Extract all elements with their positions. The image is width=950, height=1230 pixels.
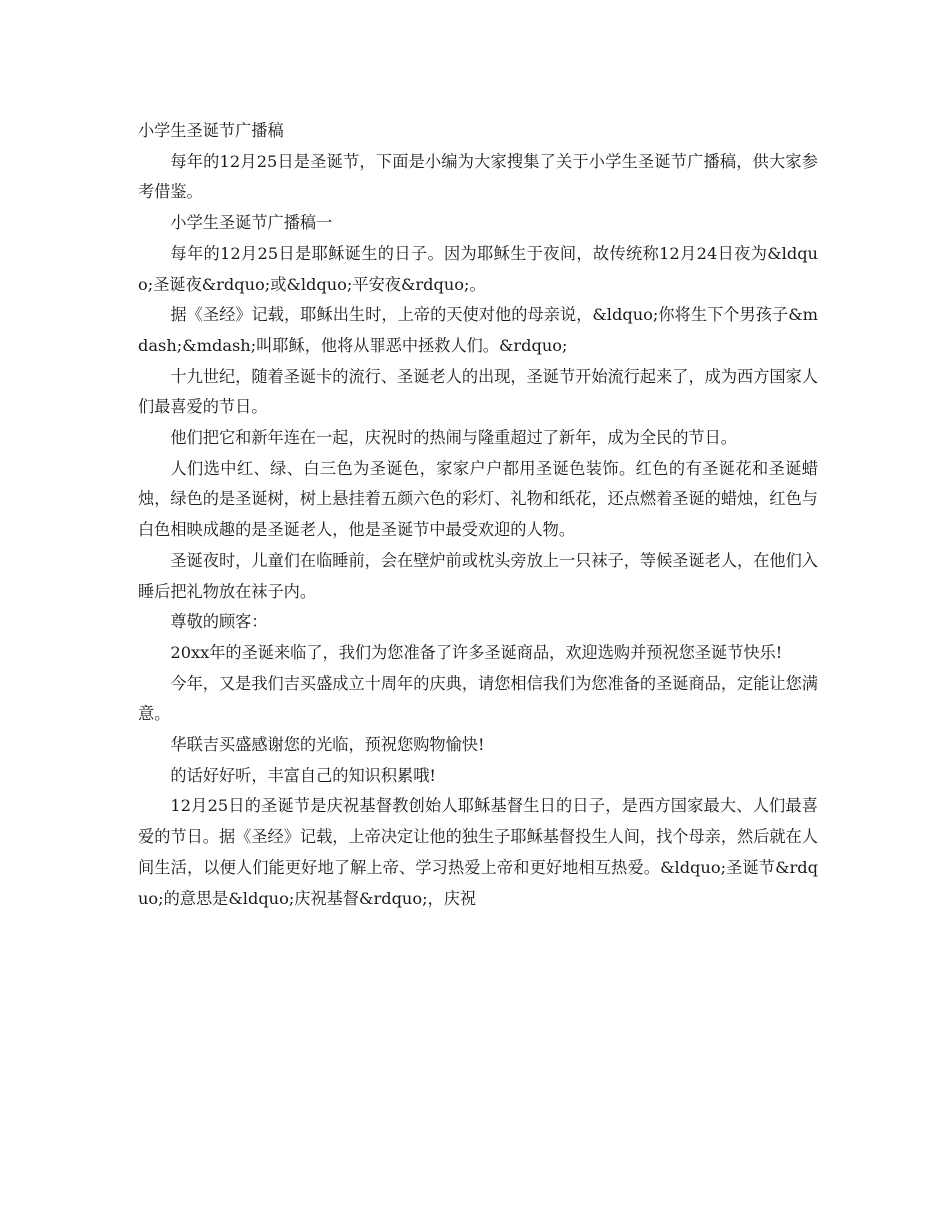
- document-body: [138, 116, 818, 914]
- paragraph: 人们选中红、绿、白三色为圣诞色，家家户户都用圣诞色装饰。红色的有圣诞花和圣诞蜡烛，绿色的是圣诞树，树上悬挂着五颜六色的彩灯、礼物和纸花，还点燃着圣诞的蜡烛，红色与白色相映成趣的是圣诞老人，他是圣诞节中最受欢迎的人物。: [138, 458, 818, 540]
- paragraph: 他们把它和新年连在一起，庆祝时的热闹与隆重超过了新年，成为全民的节日。: [170, 428, 737, 448]
- paragraph: 12月25日的圣诞节是庆祝基督教创始人耶稣基督生日的日子，是西方国家最大、人们最喜爱的节日。据《圣经》记载，上帝决定让他的独生子耶稣基督投生人间，找个母亲，然后就在人间生活，以便人们能更好地了解上帝、学习热爱上帝和更好地相互热爱。&ldquo;圣诞节&rdquo;的意思是&ldquo;庆祝基督&rdquo;，庆祝: [138, 796, 818, 908]
- salutation: 尊敬的顾客：: [170, 612, 268, 632]
- paragraph: 每年的12月25日是耶稣诞生的日子。因为耶稣生于夜间，故传统称12月24日夜为&ldquo;圣诞夜&rdquo;或&ldquo;平安夜&rdquo;。: [138, 243, 818, 294]
- document-title: 小学生圣诞节广播稿: [138, 121, 284, 140]
- paragraph-intro: 每年的12月25日是圣诞节，下面是小编为大家搜集了关于小学生圣诞节广播稿，供大家参考借鉴。: [138, 151, 818, 202]
- paragraph: 20xx年的圣诞来临了，我们为您准备了许多圣诞商品，欢迎选购并预祝您圣诞节快乐!: [170, 642, 783, 662]
- paragraph: 圣诞夜时，儿童们在临睡前，会在壁炉前或枕头旁放上一只袜子，等候圣诞老人，在他们入睡后把礼物放在袜子内。: [138, 550, 818, 601]
- paragraph: 十九世纪，随着圣诞卡的流行、圣诞老人的出现，圣诞节开始流行起来了，成为西方国家人们最喜爱的节日。: [138, 366, 818, 417]
- paragraph: 华联吉买盛感谢您的光临，预祝您购物愉快!: [170, 735, 485, 755]
- section-heading: 小学生圣诞节广播稿一: [170, 213, 333, 233]
- paragraph: 据《圣经》记载，耶稣出生时，上帝的天使对他的母亲说，&ldquo;你将生下个男孩子&mdash;&mdash;叫耶稣，他将从罪恶中拯救人们。&rdquo;: [138, 305, 818, 355]
- paragraph: 的话好好听，丰富自己的知识积累哦!: [170, 765, 436, 785]
- paragraph: 今年，又是我们吉买盛成立十周年的庆典，请您相信我们为您准备的圣诞商品，定能让您满意。: [138, 673, 818, 724]
